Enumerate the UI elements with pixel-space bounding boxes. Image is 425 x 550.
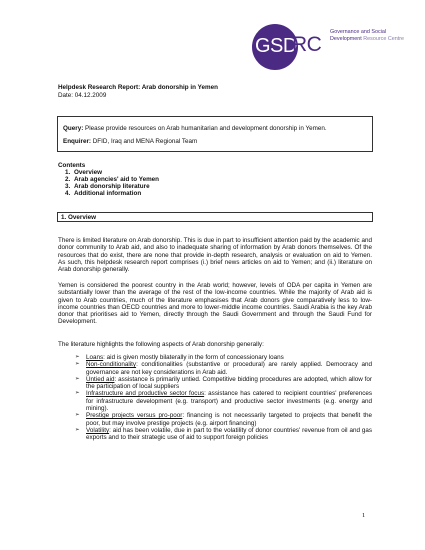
- logo-tagline: [330, 29, 404, 42]
- bullet-term: Prestige projects versus pro-poor: [86, 412, 183, 420]
- aspects-list: [58, 354, 372, 442]
- enquirer-label: Enquirer:: [63, 138, 91, 145]
- logo-line-2: Development Resource Centre: [330, 35, 405, 42]
- query-label: Query:: [63, 125, 84, 132]
- contents-title: Contents: [58, 162, 86, 169]
- gsdrc-logo: [252, 24, 405, 72]
- bullet-term: Volatility: [86, 426, 110, 434]
- paragraph: Yemen is considered the poorest country in the Arab world; however, levels of ODA per capita in Yemen are substantially lower than the average of the rest of the low-income countries. While the majority of Arab aid is given to Arab countries, much of the literature emphasises that Arab donors give comparatively less to low-income countries than OECD countries and more to lower-middle income countries. Saudi Arabia is the key Arab donor that prioritises aid to Yemen, directly through the Saudi Government and through the Saudi Fund for Development.: [58, 282, 372, 326]
- contents-item[interactable]: 1. Overview: [72, 169, 159, 176]
- enquirer-text: DFID, Iraq and MENA Regional Team: [92, 138, 198, 145]
- contents-item[interactable]: 3. Arab donorship literature: [72, 183, 159, 190]
- arrow-bullet-icon: ➢: [75, 375, 80, 382]
- arrow-bullet-icon: ➢: [75, 354, 80, 360]
- arrow-bullet-icon: ➢: [75, 361, 80, 368]
- bullet-text: : conditionalities (substantive or procedural) are rarely applied. Democracy and governance are not key considerations in Arab aid.: [86, 361, 372, 376]
- page-number: 1: [362, 512, 366, 519]
- report-title: Helpdesk Research Report: Arab donorship in Yemen: [58, 84, 218, 91]
- list-item: [58, 427, 372, 442]
- query-box: [57, 116, 373, 152]
- bullet-text: : aid is given mostly bilaterally in the form of concessionary loans: [103, 354, 284, 361]
- bullet-text: : financing is not necessarily targeted to projects that benefit the poor, but may involve prestige projects (e.g. airport financing): [86, 412, 372, 427]
- bullet-text: : aid has been volatile, due in part to the volatility of donor countries' revenue from oil and gas exports and to their strategic use of aid to support foreign policies: [86, 426, 372, 442]
- paragraph: There is limited literature on Arab donorship. This is due in part to insufficient attention paid by the academic and donor community to Arab aid, and also to inadequate sharing of information by Arab donors themselves. Of the resources that do exist, there are none that provide in-depth research, analysis or evaluation on aid to Yemen. As such, this helpdesk research report comprises (i.) brief news articles on aid to Yemen; and (ii.) literature on Arab donorship generally.: [58, 237, 372, 274]
- arrow-bullet-icon: ➢: [75, 426, 80, 433]
- query-line: [63, 125, 327, 132]
- list-item: [58, 361, 372, 376]
- bullet-term: Infrastructure and productive sector focus: [86, 390, 205, 398]
- logo-rc-text: RC: [292, 33, 322, 56]
- list-item: [58, 354, 372, 361]
- paragraph: The literature highlights the following aspects of Arab donorship generally:: [58, 341, 264, 348]
- logo-line-1: Governance and Social: [330, 29, 387, 35]
- bullet-text: : assistance is primarily untied. Competitive bidding procedures are adopted, which allow for the participation of local suppliers: [86, 375, 372, 391]
- bullet-term: Loans: [86, 354, 104, 361]
- contents-item[interactable]: 2. Arab agencies' aid to Yemen: [72, 176, 159, 183]
- arrow-bullet-icon: ➢: [75, 390, 80, 397]
- logo-gsd-text: GSD: [255, 35, 297, 57]
- list-item: [58, 376, 372, 391]
- bullet-term: Untied aid: [86, 375, 115, 383]
- list-item: [58, 412, 372, 427]
- section-heading: 1. Overview: [61, 214, 97, 221]
- table-of-contents: [58, 162, 159, 197]
- bullet-text: : assistance has catered to recipient countries' preferences for infrastructure development (e.g. transport) and productive sector investments (e.g. energy and mining).: [86, 390, 372, 413]
- enquirer-line: [63, 138, 197, 145]
- report-date: Date: 04.12.2009: [58, 92, 107, 99]
- list-item: [58, 390, 372, 412]
- contents-item[interactable]: 4. Additional information: [72, 190, 159, 197]
- bullet-term: Non-conditionality: [86, 361, 137, 369]
- query-text: Please provide resources on Arab humanitarian and development donorship in Yemen.: [85, 125, 327, 132]
- section-heading-box: [57, 212, 373, 222]
- arrow-bullet-icon: ➢: [75, 412, 80, 419]
